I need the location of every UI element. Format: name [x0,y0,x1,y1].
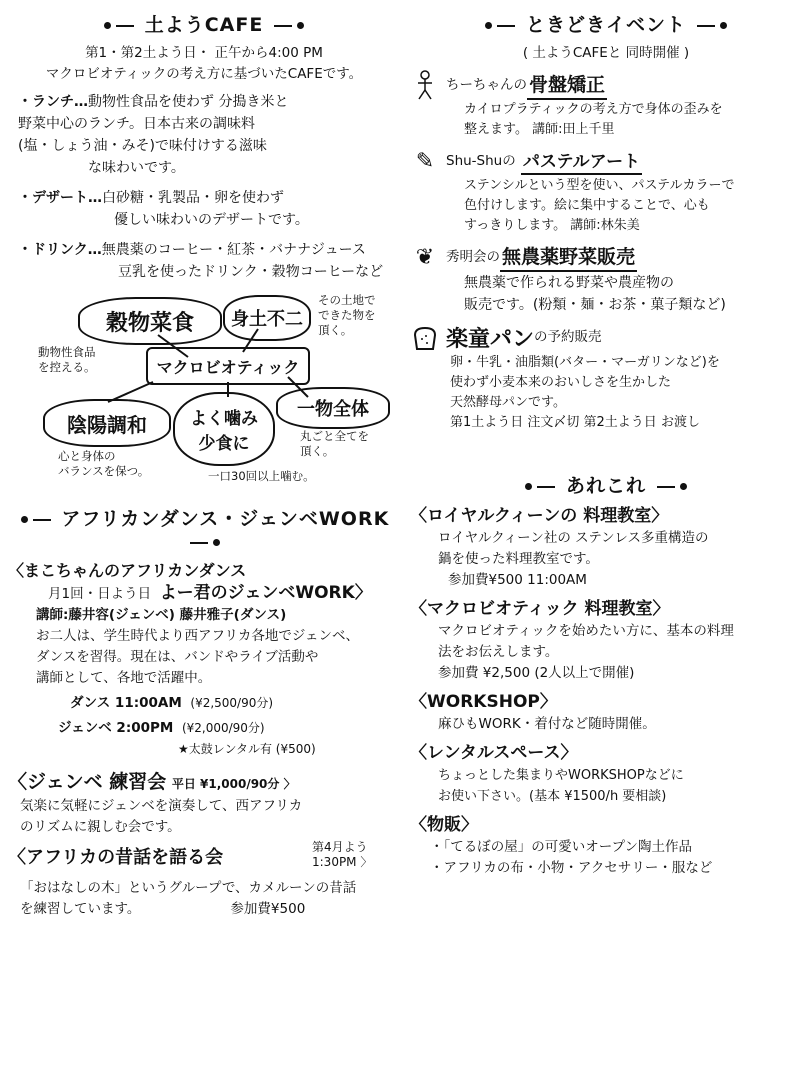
workshop-heading: 〈WORKSHOP〉 [410,692,557,712]
royal-queen-desc: ロイヤルクィーン社の ステンレス多重構造の 鍋を使った料理教室です。 参加費¥500 11:00AM [438,530,709,588]
bread-icon [410,323,440,353]
workshop-desc: 麻ひもWORK・着付など随時開催。 [438,716,656,732]
bubble-grain-vegetable: 穀物菜食 [78,297,222,345]
brush-icon: ✎ [415,148,435,174]
macrobiotic-diagram [8,287,400,492]
bubble-yin-yang: 陰陽調和 [43,399,171,447]
rental-space-desc: ちょっとした集まりやWORKSHOPなどに お使い下さい。(基本 ¥1500/h 要相談) [438,768,684,804]
misc-section-title: あれこれ [410,471,800,498]
story-heading: 〈アフリカの昔話を語る会 第4月よう 1:30PM 〉 [8,840,373,869]
note-whole: 丸ごと全てを 頂く。 [300,429,369,458]
left-column [8,0,400,920]
rental-space-heading: 〈レンタルスペース〉 [410,743,578,763]
note-animal-food: 動物性食品 を控える。 [38,345,96,374]
practice-description: 気楽に気軽にジェンベを演奏して、西アフリカ のリズムに親しむ会です。 [20,798,303,835]
dance-section-title: アフリカンダンス・ジェンベWORK [8,504,400,553]
dance-subheading: 月1回・日よう日 よー君のジェンベWORK〉 [48,583,372,603]
event-vegetables-desc: 無農薬で作られる野菜や農産物の 販売です。(粉類・麺・お茶・菓子類など) [464,275,726,313]
drum-rental: ★太鼓レンタル有 (¥500) [178,742,316,756]
bubble-macrobiotic-center: マクロビオティック [146,347,310,385]
story-schedule: 第4月よう 1:30PM 〉 [312,840,373,869]
person-icon [410,70,440,100]
bubble-chew-well: よく噛み 少食に [173,392,275,466]
event-pelvis: ちーちゃんの 骨盤矯正 [410,70,800,100]
events-section-title: ときどきイベント [410,10,800,37]
note-local-food: その土地で できた物を 頂く。 [318,293,376,337]
event-vegetables: ❦ 秀明会の 無農薬野菜販売 [410,242,800,272]
drink-item: ・ドリンク…無農薬のコーヒー・紅茶・バナナジュース 豆乳を使ったドリンク・穀物コーヒーなど [18,242,384,280]
djembe-time: ジェンベ 2:00PM (¥2,000/90分) [58,720,265,736]
goods-item: ・「てるぼの屋」の可愛いオープン陶土作品 [430,839,693,855]
dance-description: お二人は、学生時代より西アフリカ各地でジェンベ、 ダンスを習得。現在は、バンドやライブ活動や 講師として、各地で活躍中。 [36,628,360,686]
vegetable-icon: ❦ [415,244,435,270]
event-pastel: ✎ Shu-Shuの パステルアート [410,146,800,176]
events-subtitle: ( 土ようCAFEと 同時開催 ) [522,45,690,61]
royal-queen-heading: 〈ロイヤルクィーンの 料理教室〉 [410,506,669,526]
event-pastel-desc: ステンシルという型を使い、パステルカラーで 色付けします。絵に集中することで、心も すっきりします。 講師:林朱美 [464,178,735,233]
lunch-item: ・ランチ…動物性食品を使わず 分搗き米と 野菜中心のランチ。日本古来の調味料 (塩・しょう油・みそ)で味付けする滋味 な味わいです。 [18,94,289,176]
goods-item: ・アフリカの布・小物・アクセサリー・服など [430,860,713,876]
dance-time: ダンス 11:00AM (¥2,500/90分) [70,695,274,711]
goods-heading: 〈物販〉 [410,815,478,835]
practice-heading: 〈ジェンベ 練習会 平日 ¥1,000/90分 〉 [8,771,296,793]
dessert-item: ・デザート…白砂糖・乳製品・卵を使わず 優しい味わいのデザートです。 [18,190,309,228]
cafe-schedule: 第1・第2土よう日・ 正午から4:00 PM [85,45,323,61]
note-balance: 心と身体の バランスを保つ。 [58,449,150,478]
event-pelvis-desc: カイロプラティックの考え方で身体の歪みを 整えます。 講師:田上千里 [464,102,723,137]
story-description: 「おはなしの木」というグループで、カメルーンの昔話 を練習しています。 参加費¥500 [20,880,357,917]
macro-cooking-desc: マクロビオティックを始めたい方に、基本の料理 法をお伝えします。 参加費 ¥2,500 (2人以上で開催) [438,623,734,681]
goods-list [410,837,800,879]
note-chew-30: 一口30回以上噛む。 [208,469,315,483]
right-column [410,0,800,879]
event-bread: 楽童パン の予約販売 [410,322,800,353]
event-bread-desc: 卵・牛乳・油脂類(バター・マーガリンなど)を 使わず小麦本来のおいしさを生かした 天然酵母パンです。 第1土よう日 注文〆切 第2土よう日 お渡し [450,355,720,430]
bubble-whole-food: 一物全体 [276,387,390,429]
bubble-shindo-fuji: 身土不二 [223,295,311,341]
macro-cooking-heading: 〈マクロビオティック 料理教室〉 [410,599,670,619]
cafe-section-title: 土ようCAFE [8,10,400,37]
cafe-intro: マクロビオティックの考え方に基づいたCAFEです。 [45,66,363,82]
dance-teacher: 講師:藤井容(ジェンベ) 藤井雅子(ダンス) [36,607,287,623]
dance-heading: 〈まこちゃんのアフリカンダンス [8,561,247,580]
